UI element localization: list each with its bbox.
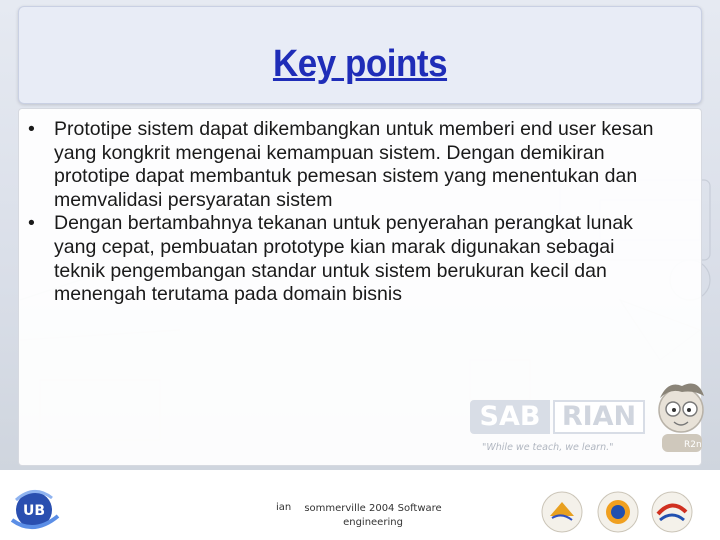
mascot-illustration [648, 376, 714, 454]
ub-logo-text: UB [22, 503, 46, 519]
bullet-list [28, 118, 668, 307]
title-panel [18, 6, 702, 104]
bullet-item [28, 212, 668, 306]
bullet-text: Prototipe sistem dapat dikembangkan untuk memberi end user kesan yang kongkrit mengenai kemampuan sistem. Dengan demikiran prototipe dapat membantuk pemesan sistem yang menentukan dan memvalidasi persyaratan sistem [54, 118, 654, 211]
bullet-marker: • [28, 118, 35, 140]
footer-source: sommerville 2004 Software engineering [304, 503, 442, 528]
partner-logo-2 [596, 490, 640, 534]
slide-title: Key points [272, 43, 448, 85]
bullet-marker: • [28, 212, 35, 235]
logo-left-text: SAB [470, 400, 550, 434]
partner-logo-1 [540, 490, 584, 534]
mascot-tag: R2n [684, 440, 702, 450]
logo-right-text: RIAN [553, 400, 645, 434]
partner-logo-3 [650, 490, 694, 534]
footer-author: ian [276, 502, 292, 513]
bullet-text: Dengan bertambahnya tekanan untuk penyerahan perangkat lunak yang cepat, pembuatan prototype kian marak digunakan sebagai teknik pengembangan standar untuk sistem berukuran kecil dan menengah terutama pada domain bisnis [54, 212, 633, 306]
bullet-item [28, 118, 668, 212]
logo-tagline: "While we teach, we learn." [482, 442, 614, 453]
ub-university-logo [6, 486, 62, 536]
